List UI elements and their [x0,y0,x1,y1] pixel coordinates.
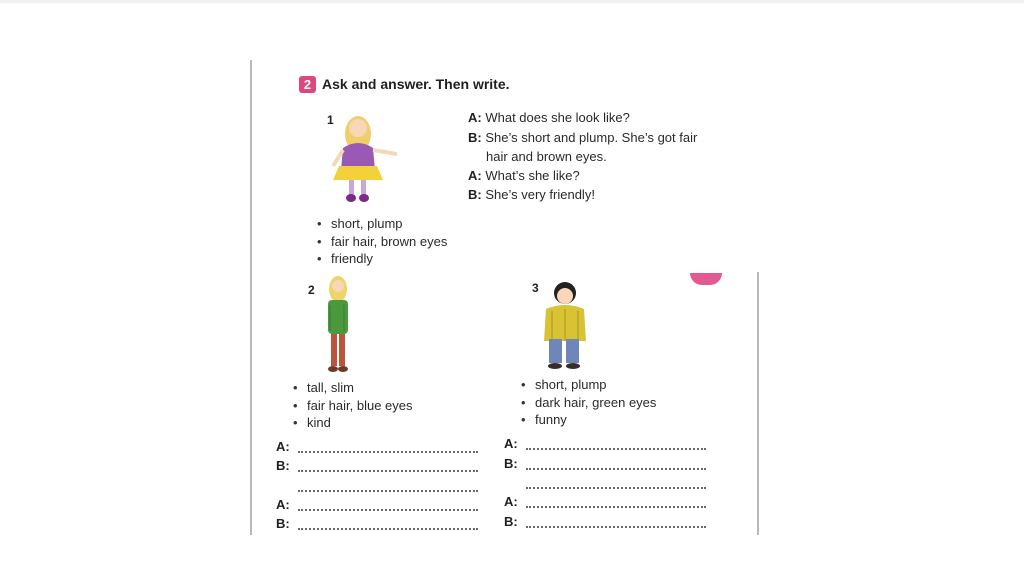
dialogue-line: hair and brown eyes. [486,149,607,164]
girl-tall-illustration [318,273,358,377]
top-border [0,0,1024,3]
example-number: 1 [327,113,334,127]
write-line [504,475,706,490]
person2-number: 2 [308,283,315,297]
dialogue-line: A: What’s she like? [468,168,580,183]
write-line: B: [504,456,706,471]
list-item: • funny [521,411,656,429]
left-page-edge [250,60,252,535]
write-line: B: [276,458,478,473]
list-item: • kind [293,414,413,432]
list-item: • fair hair, brown eyes [317,233,447,251]
write-line: A: [504,494,706,509]
list-item: • tall, slim [293,379,413,397]
exercise-title: Ask and answer. Then write. [322,76,510,92]
exercise-number-badge: 2 [299,76,316,93]
list-item: • fair hair, blue eyes [293,397,413,415]
write-line [276,478,478,493]
pink-tab [690,273,722,285]
write-line: B: [276,516,478,531]
write-line: A: [276,497,478,512]
person3-bullets [521,376,656,429]
person2-bullets [293,379,413,432]
write-line: A: [276,439,478,454]
right-page-edge [757,272,759,535]
boy-illustration [538,279,590,371]
list-item: • short, plump [317,215,447,233]
girl-illustration [325,108,403,206]
list-item: • friendly [317,250,447,268]
list-item: • short, plump [521,376,656,394]
person3-number: 3 [532,281,539,295]
write-line: B: [504,514,706,529]
dialogue-line: A: What does she look like? [468,110,630,125]
dialogue-line: B: She’s short and plump. She’s got fair [468,130,698,145]
example-bullets [317,215,447,268]
list-item: • dark hair, green eyes [521,394,656,412]
dialogue-line: B: She’s very friendly! [468,187,595,202]
write-line: A: [504,436,706,451]
